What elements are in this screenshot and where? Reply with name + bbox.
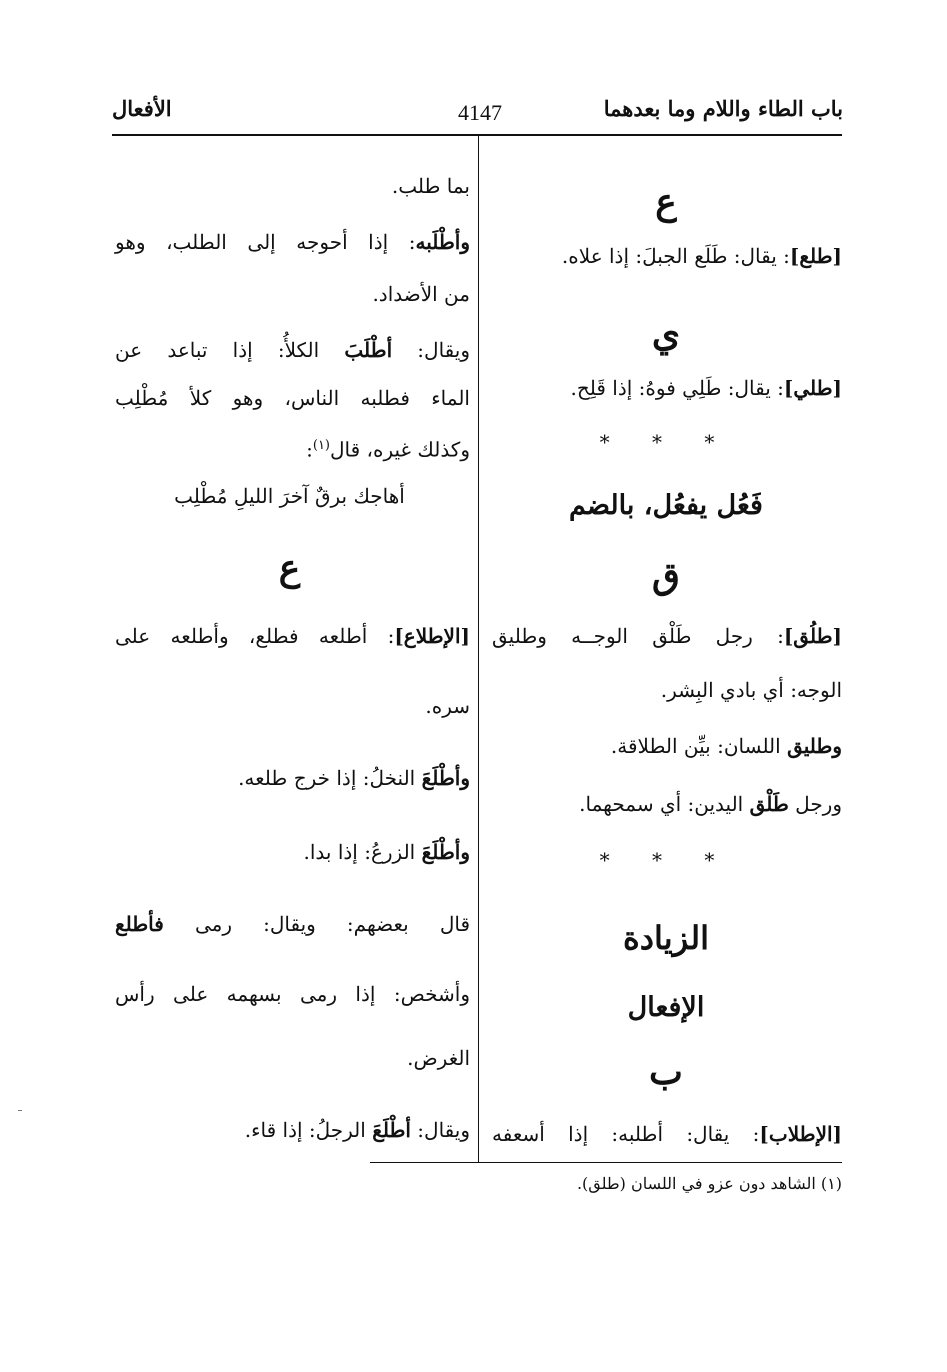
entry-bold-word: أطْلَبَ: [344, 338, 393, 362]
entry-text: اليدين: أي سمحهما.: [579, 792, 750, 816]
entry-bold-word: فأطلع: [115, 912, 164, 936]
entry-text: : إذا أحوجه إلى الطلب، وهو: [115, 230, 416, 254]
entry-head: [طلع]: [789, 244, 842, 268]
entry-head: [طلي]: [783, 376, 842, 400]
entry-head: [الإطلاب]: [759, 1122, 842, 1146]
separator-stars: * * *: [599, 848, 733, 872]
entry-text: النخلُ: إذا خرج طلعه.: [238, 766, 422, 790]
entry-bold-word: وأطْلَعَ: [421, 766, 470, 790]
entry-line: بما طلب.: [391, 174, 470, 198]
entry-line: الماء فطلبه الناس، وهو كلأ مُطْلِب: [115, 386, 470, 410]
entry-text: اللسان: بيِّن الطلاقة.: [610, 734, 788, 758]
heading-ziyada: الزيادة: [623, 919, 709, 957]
entry-line: الغرض.: [407, 1046, 470, 1070]
footnote: (١) الشاهد دون عزو في اللسان (طلق).: [576, 1174, 842, 1193]
entry-line: سره.: [425, 694, 470, 718]
letter-heading-ain: ع: [278, 547, 301, 589]
entry-head: [طلُق]: [783, 624, 842, 648]
entry-itlab: [492, 1120, 842, 1148]
header-rule: [112, 134, 842, 136]
entry-bold-word: وأطْلَبه: [415, 230, 470, 254]
entry-talq: [492, 622, 842, 650]
entry-text: : رجل طَلْق الوجــه وطليق: [492, 624, 784, 648]
entry-text: :: [306, 437, 313, 462]
entry-text: الكلأُ: إذا تباعد عن: [115, 338, 345, 362]
letter-heading-ya: ي: [651, 313, 681, 355]
entry-text: الزرعُ: إذا بدا.: [303, 840, 422, 864]
entry-text: : يقال: طَلِي فوهُ: إذا قَلِح.: [570, 376, 784, 400]
entry-line: الوجه: أي بادي البِشر.: [660, 678, 842, 702]
entry-bold-word: وأطْلَعَ: [421, 840, 470, 864]
running-head-section: الأفعال: [112, 96, 172, 121]
entry-line: [579, 790, 842, 818]
footnote-ref: (١): [312, 438, 330, 453]
running-head-chapter: باب الطاء واللام وما بعدهما: [603, 96, 843, 121]
entry-line: [611, 732, 842, 760]
separator-stars: * * *: [599, 430, 733, 454]
section-heading: فَعُل يفعُل، بالضم: [569, 490, 763, 521]
entry-tala: [562, 242, 842, 270]
entry-itla: [115, 622, 470, 650]
entry-bold-word: أطْلَعَ: [372, 1118, 411, 1142]
entry-text: قال بعضهم: ويقال: رمى: [163, 912, 470, 936]
scan-mark: [18, 1110, 22, 1111]
entry-line: [304, 838, 471, 866]
letter-heading-qaf: ق: [652, 555, 680, 597]
entry-line: من الأضداد.: [372, 282, 470, 306]
entry-line: [115, 336, 470, 364]
letter-heading-ain: ع: [655, 181, 677, 223]
letter-heading-ba: ب: [649, 1051, 683, 1093]
entry-text: : أطلعه فطلع، وأطلعه على: [115, 624, 395, 648]
column-divider: [478, 135, 479, 1162]
heading-ifal: الإفعال: [627, 992, 705, 1023]
page-number: 4147: [458, 100, 502, 125]
entry-atlabahu: [115, 228, 470, 256]
entry-line: [238, 764, 470, 792]
entry-head: [الإطلاع]: [394, 624, 470, 648]
entry-text: : يقال: أطلبه: إذا أسعفه: [492, 1122, 760, 1146]
entry-line: [115, 910, 470, 938]
entry-bold-word: طَلْق: [749, 792, 789, 816]
entry-line: [306, 432, 470, 464]
entry-text: ويقال:: [410, 1118, 470, 1142]
entry-text: : يقال: طَلَع الجبلَ: إذا علاه.: [561, 244, 790, 268]
footnote-rule: [370, 1162, 842, 1163]
entry-line: [245, 1116, 470, 1144]
verse-line: أهاجك برقٌ آخرَ الليلِ مُطْلِب: [174, 484, 405, 508]
entry-line: وأشخص: إذا رمى بسهمه على رأس: [115, 982, 470, 1006]
entry-text: ويقال:: [392, 338, 471, 362]
entry-text: وكذلك غيره، قال: [330, 437, 470, 462]
entry-text: ورجل: [788, 792, 842, 816]
entry-tali: [571, 374, 843, 402]
entry-text: الرجلُ: إذا قاء.: [244, 1118, 373, 1142]
entry-bold-word: وطليق: [787, 734, 842, 758]
